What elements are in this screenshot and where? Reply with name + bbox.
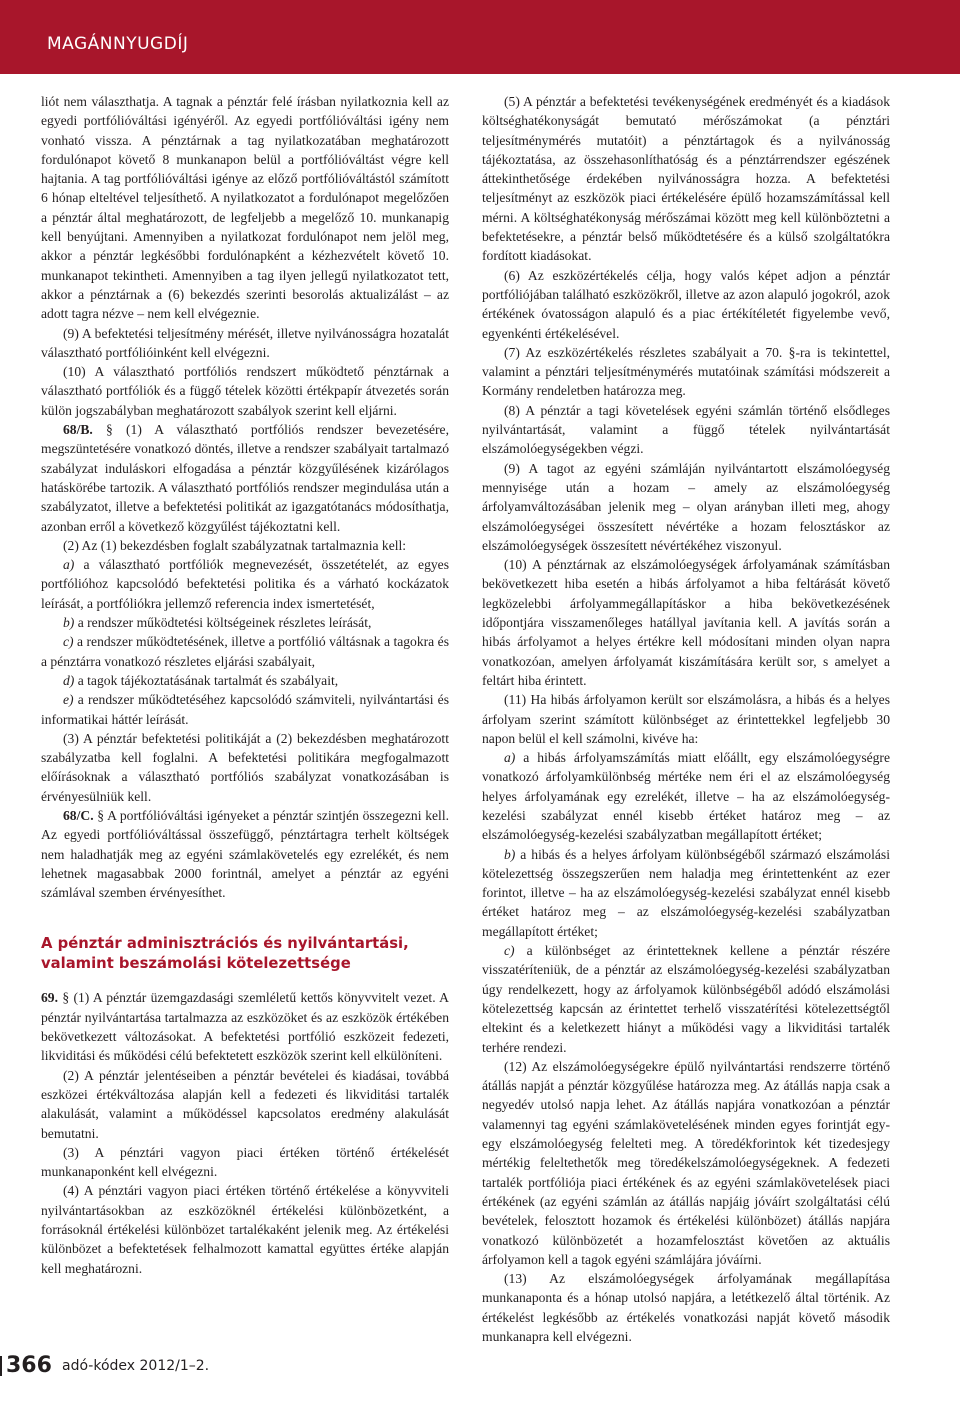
- section-68b: [41, 420, 449, 536]
- list-text: a rendszer működtetéséhez kapcsolódó számviteli, nyilvántartási és informatikai háttér leírását.: [41, 692, 449, 727]
- list-label: e): [63, 692, 74, 708]
- paragraph: (3) A pénztári vagyon piaci értéken történő értékelését munkanaponként kell elvégezni.: [41, 1144, 449, 1180]
- list-label: c): [63, 634, 74, 650]
- paragraph: (2) A pénztár jelentéseiben a pénztár bevételei és kiadásai, továbbá eszközei értékváltozása alapján kell a fedezeti és likviditási tartalék alakulását, valamint a működéssel kapcsolatos eredmény alakulását bemutatni.: [41, 1067, 449, 1141]
- page-footer: [0, 1353, 960, 1388]
- list-text: a hibás árfolyamszámítás miatt előállt, egy elszámolóegységre vonatkozó árfolyamkülönbség mértéke nem éri el az elszámolóegység helyes árfolyamának egy ezrelékét, illetve – ha az elszámolóegység-kezelési szabályzat ennél kisebb értéket határoz meg – az elszámolóegység-kezelési szabályzatban megállapított értéket;: [482, 750, 890, 843]
- section-68c: [41, 806, 449, 902]
- paragraph: (12) Az elszámolóegységekre épülő nyilvántartási rendszerre történő átállás napját a pénztár közgyűlése határozza meg. Az átállás napja csak a negyedév utolsó napja lehet. Az átállás napjára vonatkozóan a pénztár valamennyi tag egyéni számlakövetelésének minden egyes forintját egy-egy elszámolóegység felelteti meg. A töredékforintok két tizedesjegy mértékig feleltethetők meg töredékelszámolóegységeknek. A fedezeti tartalék portfóliója piaci értékének és az egyéni számlakövetelések piaci értékének (az egyéni számlán az átállás napjáig jóváírt szolgáltatási célú bevételek, felosztott hozamok és értékelési különbözet) átállás napjára vonatkozó különbözetét a hozamfelosztást követően az aktuális árfolyamon kell a tagok egyéni számlájára jóváírni.: [482, 1058, 890, 1267]
- list-item: [41, 613, 449, 632]
- paragraph: (9) A befektetési teljesítmény mérését, illetve nyilvánosságra hozatalát választható portfólióinként kell elvégezni.: [41, 325, 449, 360]
- list-text: a különbséget az érintetteknek kellene a pénztár részére visszatéríteniük, de a pénztár az elszámolóegység-kezelési szabályzatban úgy rendelkezett, hogy az árfolyamok különbségéből adódó elszámolási kötelezettség kapcsán az érintettet terhelő visszatérítési kötelezettségtől eltekint és a keletkezett hiányt a működési vagy a likviditási tartalék terhére rendezi.: [482, 943, 890, 1055]
- paragraph: (9) A tagot az egyéni számláján nyilvántartott elszámolóegység mennyisége után a hozam – amely az elszámolóegység árfolyamváltozásában jelenik meg – olyan arányban illeti meg, ahogy elszámolóegységei összesített névértéke a hozam felosztáskor az elszámolóegységek összesített névértékéhez viszonyul.: [482, 460, 890, 553]
- page-number: 366: [2, 1353, 56, 1378]
- section-text: § (1) A pénztár üzemgazdasági szemléletű kettős könyvvitelt vezet. A pénztár nyilvántartása tartalmazza az eszközöket és az eszközök értékében bekövetkezett változásokat. A befektetési portfólió eszközeit fedezeti, likviditási és működési célú befektetett eszközök szerint kell elkülöníteni.: [41, 990, 449, 1064]
- paragraph: (8) A pénztár a tagi követelések egyéni számlán történő elsődleges nyilvántartását, valamint a függő tételek nyilvántartását elszámolóegységekben végzi.: [482, 402, 890, 457]
- section-title: MAGÁNNYUGDÍJ: [47, 34, 189, 54]
- publication-name: adó-kódex 2012/1–2.: [62, 1358, 210, 1374]
- list-item: [482, 941, 890, 1057]
- paragraph: (10) A választható portfóliós rendszert működtető pénztárnak a választható portfóliók és a függő tételek közötti értékpapír átvezetés során külön jogszabályban meghatározott szabályok szerint kell eljárni.: [41, 364, 449, 418]
- list-item: [41, 690, 449, 729]
- list-text: a tagok tájékoztatásának tartalmát és szabályait,: [74, 672, 339, 688]
- section-69: [41, 988, 449, 1065]
- list-item: [41, 555, 449, 613]
- list-item: [41, 632, 449, 671]
- list-label: b): [504, 846, 516, 862]
- section-number: 68/B.: [63, 422, 93, 438]
- list-text: a rendszer működtetésének, illetve a portfólió váltásnak a tagokra és a pénztárra vonatkozó részletes eljárási szabályait,: [41, 634, 449, 669]
- paragraph: (5) A pénztár a befektetési tevékenységének eredményét és a kiadások költséghatékonyságát bemutató mérőszámokat (a pénztári teljesítménymérés mutatóit) a pénztártagok és a nyilvánosság tájékoztatása, az összehasonlíthatóság és a pénztárrendszer egészének áttekinthetősége érdekében nyilvánosságra hozza. A befektetési teljesítményt az eszközök piaci értékelésére épülő hozamszámítással kell mérni. A költséghatékonyság mérőszámai között meg kell különböztetni a befektetésekre, a pénztár belső működtetésére és a külső szolgáltatókra fordított kiadásokat.: [482, 94, 890, 264]
- section-number: 68/C.: [63, 807, 94, 823]
- list-item: [482, 845, 890, 941]
- left-column: [41, 92, 449, 1278]
- list-text: a rendszer működtetési költségeinek részletes leírását,: [74, 615, 372, 631]
- section-text: § A portfólióváltási igényeket a pénztár szintjén összegezni kell. Az egyedi portfólióváltással összefüggő, pénztártagra terhelt költségek nem haladhatják meg az egyéni számlakövetelés egy ezrelékét, és nem lehetnek magasabbak 2000 forintnál, amelyet a pénztár az egyéni számlával szemben érvényesíthet.: [41, 807, 449, 901]
- paragraph: (4) A pénztári vagyon piaci értéken történő értékelése a könyvviteli nyilvántartásokban az eszközöknél értékelési különbözetként, a forrásoknál értékelési különbözet tartalékaként jelenik meg. Az értékelési különbözet a befektetések felhalmozott kamattal együttes értéke alapján kell meghatározni.: [41, 1183, 449, 1276]
- list-label: b): [63, 615, 75, 631]
- list-label: a): [63, 557, 75, 573]
- list-label: c): [504, 943, 515, 959]
- section-heading: A pénztár adminisztrációs és nyilvántartási, valamint beszámolási kötelezettsége: [41, 935, 409, 973]
- right-column: [482, 92, 890, 1346]
- header-bar: [0, 0, 960, 74]
- list-label: a): [504, 750, 516, 766]
- paragraph: (10) A pénztárnak az elszámolóegységek árfolyamának számításban bekövetkezett hiba esetén a hibás árfolyamot a hiba feltárását követő legközelebbi árfolyammegállapításkor a hiba bekövetkezésének időpontjára visszamenőleges hatállyal javítania kell. A javítás során a hibás árfolyamot a helyes értékre kell módosítani minden olyan napra vonatkozóan, amelyen árfolyamát kiszámítására került sor, s amelyet a feltárt hiba érintett.: [482, 557, 890, 688]
- paragraph: (7) Az eszközértékelés részletes szabályait a 70. §-ra is tekintettel, valamint a pénztári teljesítménymérés mutatóinak számítási módszereit a Kormány rendeletben határozza meg.: [482, 344, 890, 399]
- section-text: § (1) A választható portfóliós rendszer bevezetésére, megszüntetésére vonatkozó döntés, illetve a rendszer szabályait tartalmazó szabályzat induláskori elfogadása a pénztár közgyűlésének kizárólagos hatáskörébe tartozik. A választható portfóliós rendszer megindulása után a szabályzatot, illetve a befektetési politikát az igazgatótanács módosíthatja, azonban erről a következő közgyűlést tájékoztatni kell.: [41, 422, 449, 534]
- paragraph: (2) Az (1) bekezdésben foglalt szabályzatnak tartalmaznia kell:: [63, 537, 407, 553]
- paragraph: (11) Ha hibás árfolyamon került sor elszámolásra, a hibás és a helyes árfolyam szerint számított különbséget az érintettekkel legfeljebb 30 napon belül el kell számolni, kivéve ha:: [482, 692, 890, 746]
- list-label: d): [63, 672, 75, 688]
- list-text: a hibás és a helyes árfolyam különbségéből származó elszámolási kötelezettség összegszerűen nem haladja meg érintettenként az ezer forintot, illetve – ha az elszámolóegység-kezelési szabályzat ennél kisebb értéket határoz meg – az elszámolóegység-kezelési szabályzatban megállapított értéket;: [482, 846, 890, 939]
- section-number: 69.: [41, 990, 58, 1006]
- list-text: a választható portfóliók megnevezését, összetételét, az egyes portfólióhoz kapcsolódó befektetési politika és a várható kockázatok leírását, a portfóliókra jellemző referencia index ismertetését,: [41, 557, 449, 611]
- paragraph: (6) Az eszközértékelés célja, hogy valós képet adjon a pénztár portfóliójában található eszközökről, illetve az azon alapuló jogokról, azok értékének óvatosságon alapuló és a piac értékítéletét figyelembe vevő, egyenkénti értékelésével.: [482, 267, 890, 341]
- paragraph: (3) A pénztár befektetési politikáját a (2) bekezdésben meghatározott szabályzatba kell foglalni. A befektetési politikára megfogalmazott előírásoknak a választható portfóliós szabályzat vonatkozásában is érvényesülniük kell.: [41, 730, 449, 804]
- list-item: [41, 671, 449, 690]
- paragraph: (13) Az elszámolóegységek árfolyamának megállapítása munkanaponta és a hónap utolsó napjára, a letétkezelő által történik. Az értékelést legkésőbb az értékelés vonatkozási napját követő második munkanapra kell elvégezni.: [482, 1271, 890, 1344]
- list-item: [482, 748, 890, 844]
- paragraph: liót nem választhatja. A tagnak a pénztár felé írásban nyilatkoznia kell az egyedi portfólióváltási igényéről. Az egyedi portfólióváltási igény nem vonható vissza. A pénztárnak a tag nyilatkozatában meghatározott fordulónapot követő 8 munkanapon belül a portfólióváltást végre kell hajtania. A tag portfólióváltási igénye az előző portfólióváltástól számított 6 hónap elteltével teljesíthető. A nyilatkozatot a fordulónapot megelőzően a pénztár által meghatározott, de legfeljebb a megelőző 10. munkanapig kell benyújtani. Amennyiben a nyilatkozat fordulónapot nem jelöl meg, akkor a pénztár legkésőbbi fordulónapként a kézhezvételt követő 10. munkanapot tekintheti. Amennyiben a tag ilyen jellegű nyilatkozatot tett, akkor a pénztárnak a (6) bekezdés szerinti besorolás aktualizálást – az adott tagra nézve – nem kell elvégeznie.: [41, 94, 449, 322]
